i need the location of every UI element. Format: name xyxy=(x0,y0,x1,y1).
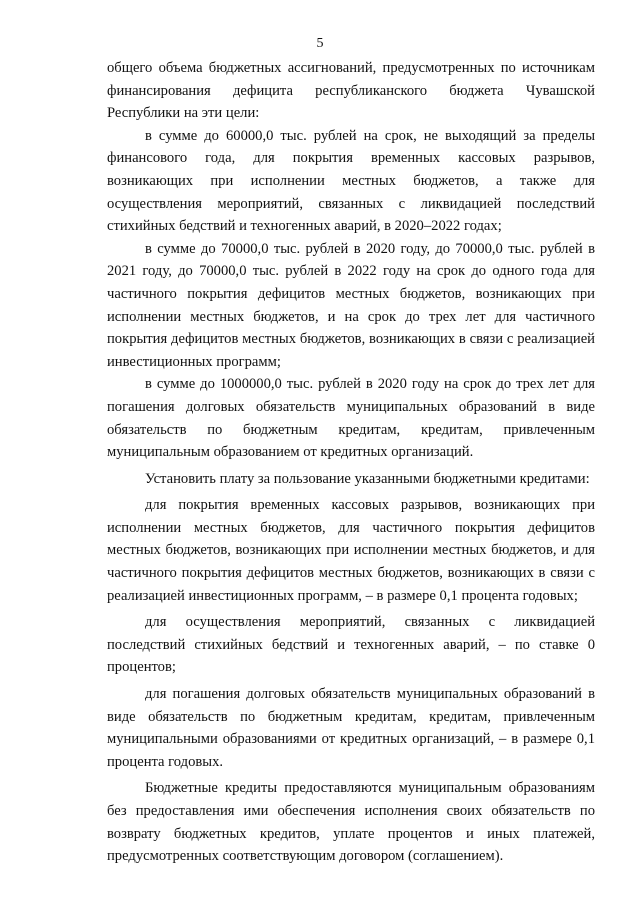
page-number: 5 xyxy=(316,36,324,51)
paragraph-fee-disasters: для осуществления мероприятий, связанных с ликвидацией последствий стихийных бедствий и техногенных аварий, – по ставке 0 процентов; xyxy=(107,614,595,676)
paragraph-continuation: общего объема бюджетных ассигнований, предусмотренных по источникам финансирования дефицита республиканского бюджета Чувашской Республики на эти цели: xyxy=(107,60,595,122)
paragraph-credit-cash-gaps: в сумме до 60000,0 тыс. рублей на срок, не выходящий за пределы финансового года, для покрытия временных кассовых разрывов, возникающих при исполнении местных бюджетов, а также для осуществления мероприятий, связанных с ликвидацией последствий стихийных бедствий и техногенных аварий, в 2020–2022 годах; xyxy=(107,127,595,235)
document-body xyxy=(107,57,595,868)
paragraph-fee-heading: Установить плату за пользование указанными бюджетными кредитами: xyxy=(145,470,590,487)
paragraph-fee-cash-gaps: для покрытия временных кассовых разрывов, возникающих при исполнении местных бюджетов, для частичного покрытия дефицитов местных бюджетов, возникающих при исполнении местных бюджетов, и для частичного покрытия дефицитов местных бюджетов, возникающих в связи с реализацией инвестиционных программ, – в размере 0,1 процента годовых; xyxy=(107,497,595,604)
paragraph-credit-deficits: в сумме до 70000,0 тыс. рублей в 2020 году, до 70000,0 тыс. рублей в 2021 году, до 70000,0 тыс. рублей в 2022 году на срок до одного года для частичного покрытия дефицитов местных бюджетов, возникающих при исполнении местных бюджетов, и на срок до трех лет для частичного покрытия дефицитов местных бюджетов, возникающих в связи с реализацией инвестиционных программ; xyxy=(107,240,595,370)
paragraph-credit-debt-repayment: в сумме до 1000000,0 тыс. рублей в 2020 году на срок до трех лет для погашения долговых обязательств муниципальных образований в виде обязательств по бюджетным кредитам, кредитам, привлеченным муниципальным образованием от кредитных организаций. xyxy=(107,376,595,461)
paragraph-no-collateral: Бюджетные кредиты предоставляются муниципальным образованиям без предоставления ими обеспечения исполнения своих обязательств по возврату бюджетных кредитов, уплате процентов и иных платежей, предусмотренных соответствующим договором (соглашением). xyxy=(107,780,595,865)
paragraph-fee-debt-repayment: для погашения долговых обязательств муниципальных образований в виде обязательств по бюджетным кредитам, кредитам, привлеченным муниципальными образованиями от кредитных организаций, – в размере 0,1 процента годовых. xyxy=(107,686,595,770)
